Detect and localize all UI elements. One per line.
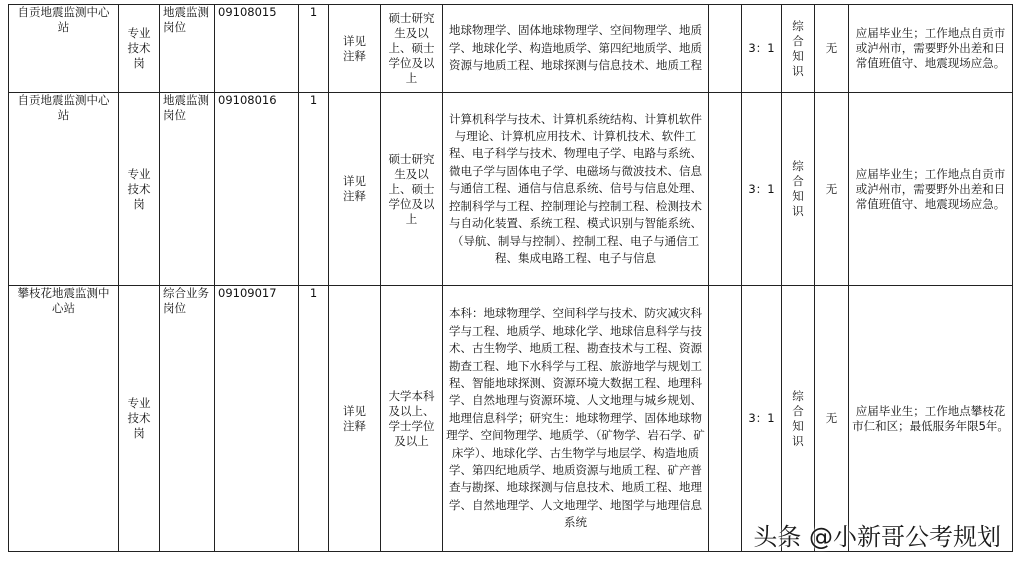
majors-cell: 本科：地球物理学、空间科学与技术、防灾减灾科学与工程、地质学、地球化学、地球信息科学与技术、古生物学、地质工程、勘查技术与工程、资源勘查工程、地下水科学与工程、旅游地学与规划工程、智能地球探测、资源环境大数据工程、地理科学、自然地理与资源环境、人文地理与城乡规划、地理信息科学；研究生：地球物理学、固体地球物理学、空间物理学、地质学、（矿物学、岩石学、矿床学）、地球化学、古生物学与地层学、构造地质学、第四纪地质学、地质资源与地质工程、矿产普查与勘探、地球探测与信息技术、地质工程、地理学、自然地理学、人文地理学、地图学与地理信息系统 — [443, 286, 709, 552]
remark-cell: 应届毕业生；工作地点自贡市或泸州市，需要野外出差和日常值班值守、地震现场应急。 — [849, 5, 1013, 93]
other-cell: 无 — [815, 286, 849, 552]
count-cell: 1 — [299, 5, 329, 93]
exam-cell: 综合知识 — [782, 5, 815, 93]
remark-cell: 应届毕业生；工作地点自贡市或泸州市，需要野外出差和日常值班值守、地震现场应急。 — [849, 93, 1013, 286]
other-cell: 无 — [815, 93, 849, 286]
code-cell: 09109017 — [215, 286, 299, 552]
table-row — [9, 286, 1013, 552]
count-cell: 1 — [299, 286, 329, 552]
ratio-cell: 3：1 — [742, 93, 782, 286]
exam-cell: 综合知识 — [782, 93, 815, 286]
unit-cell: 攀枝花地震监测中心站 — [9, 286, 119, 552]
code-cell: 09108016 — [215, 93, 299, 286]
code-cell: 09108015 — [215, 5, 299, 93]
education-cell: 硕士研究生及以上、硕士学位及以上 — [381, 5, 443, 93]
category-cell: 专业技术岗 — [119, 93, 160, 286]
table-row — [9, 5, 1013, 93]
exam-cell: 综合知识 — [782, 286, 815, 552]
age-cell: 详见注释 — [329, 5, 381, 93]
position-cell: 地震监测岗位 — [160, 93, 215, 286]
category-cell: 专业技术岗 — [119, 5, 160, 93]
education-cell: 硕士研究生及以上、硕士学位及以上 — [381, 93, 443, 286]
blank-cell — [709, 286, 742, 552]
unit-cell: 自贡地震监测中心站 — [9, 93, 119, 286]
position-cell: 综合业务岗位 — [160, 286, 215, 552]
category-cell: 专业技术岗 — [119, 286, 160, 552]
blank-cell — [709, 5, 742, 93]
age-cell: 详见注释 — [329, 93, 381, 286]
ratio-cell: 3：1 — [742, 5, 782, 93]
majors-cell: 计算机科学与技术、计算机系统结构、计算机软件与理论、计算机应用技术、计算机技术、软件工程、电子科学与技术、物理电子学、电路与系统、微电子学与固体电子学、电磁场与微波技术、信息与通信工程、通信与信息系统、信号与信息处理、控制科学与工程、控制理论与控制工程、检测技术与自动化装置、系统工程、模式识别与智能系统、（导航、制导与控制）、控制工程、电子与通信工程、集成电路工程、电子与信息 — [443, 93, 709, 286]
count-cell: 1 — [299, 93, 329, 286]
education-cell: 大学本科及以上、学士学位及以上 — [381, 286, 443, 552]
ratio-cell: 3：1 — [742, 286, 782, 552]
blank-cell — [709, 93, 742, 286]
majors-cell: 地球物理学、固体地球物理学、空间物理学、地质学、地球化学、构造地质学、第四纪地质学、地质资源与地质工程、地球探测与信息技术、地质工程 — [443, 5, 709, 93]
remark-cell: 应届毕业生；工作地点攀枝花市仁和区；最低服务年限5年。 — [849, 286, 1013, 552]
age-cell: 详见注释 — [329, 286, 381, 552]
recruitment-table — [8, 4, 1013, 552]
other-cell: 无 — [815, 5, 849, 93]
position-cell: 地震监测岗位 — [160, 5, 215, 93]
unit-cell: 自贡地震监测中心站 — [9, 5, 119, 93]
table-row — [9, 93, 1013, 286]
watermark-text: 头条 @小新哥公考规划 — [753, 523, 1001, 551]
